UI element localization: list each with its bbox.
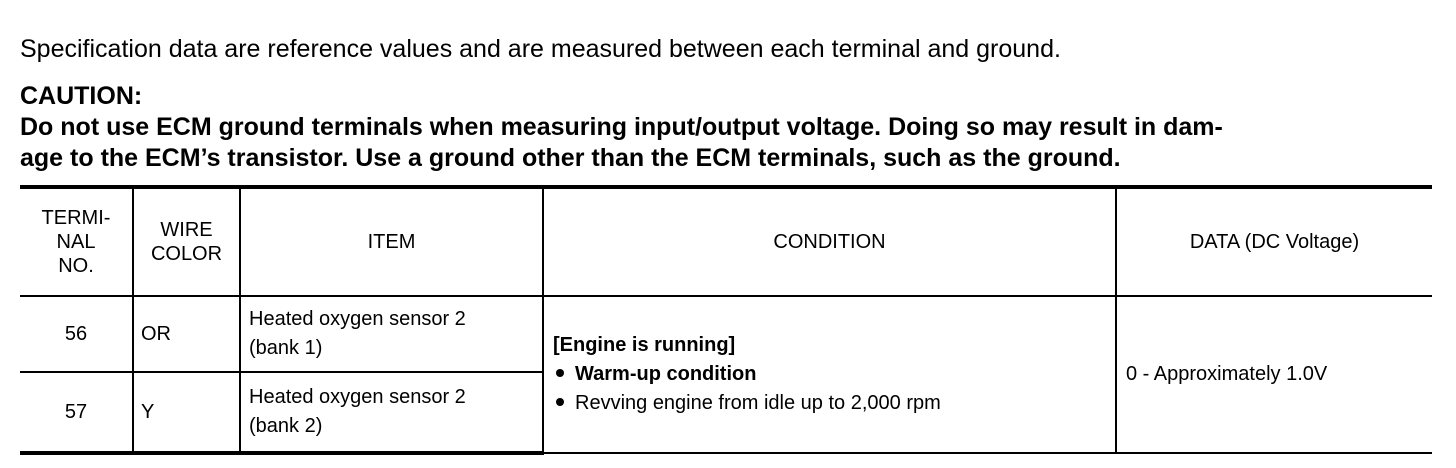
condition-heading: [Engine is running] <box>553 334 736 356</box>
table-row <box>20 296 1432 372</box>
header-terminal-line: NO. <box>58 255 94 277</box>
header-terminal-no <box>20 187 133 296</box>
terminal-number: 57 <box>20 372 133 453</box>
wire-color: Y <box>133 372 240 453</box>
header-wire-line: WIRE <box>160 219 213 241</box>
item-bank: (bank 1) <box>249 337 323 359</box>
header-terminal-line: NAL <box>56 231 96 253</box>
table-header-row <box>20 187 1432 296</box>
caution-title: CAUTION: <box>20 82 143 110</box>
item-name: Heated oxygen sensor 2 <box>249 386 466 408</box>
terminal-spec-table <box>20 185 1432 455</box>
intro-text: Specification data are reference values and are measured between each terminal and ground. <box>20 35 1061 63</box>
item-cell <box>240 372 543 453</box>
header-condition: CONDITION <box>543 187 1116 296</box>
condition-bullet <box>553 360 1115 389</box>
header-wire-color <box>133 187 240 296</box>
terminal-number: 56 <box>20 296 133 372</box>
condition-bullet <box>553 389 1115 418</box>
caution-line-2: age to the ECM’s transistor. Use a ground other than the ECM terminals, such as the ground. <box>20 144 1121 172</box>
item-bank: (bank 2) <box>249 415 323 437</box>
bullet-icon <box>556 369 564 377</box>
header-terminal-line: TERMI- <box>41 207 111 229</box>
wire-color: OR <box>133 296 240 372</box>
condition-bullet-text: Revving engine from idle up to 2,000 rpm <box>575 392 941 414</box>
item-cell <box>240 296 543 372</box>
condition-bullet-text: Warm-up condition <box>575 363 757 385</box>
header-wire-line: COLOR <box>150 243 223 265</box>
condition-cell <box>543 296 1116 453</box>
bullet-icon <box>556 398 564 406</box>
header-item: ITEM <box>240 187 543 296</box>
item-name: Heated oxygen sensor 2 <box>249 308 466 330</box>
caution-line-1: Do not use ECM ground terminals when measuring input/output voltage. Doing so may result in dam- <box>20 113 1223 141</box>
header-data: DATA (DC Voltage) <box>1116 187 1432 296</box>
data-value: 0 - Approximately 1.0V <box>1116 296 1432 453</box>
caution-body <box>20 112 1432 174</box>
